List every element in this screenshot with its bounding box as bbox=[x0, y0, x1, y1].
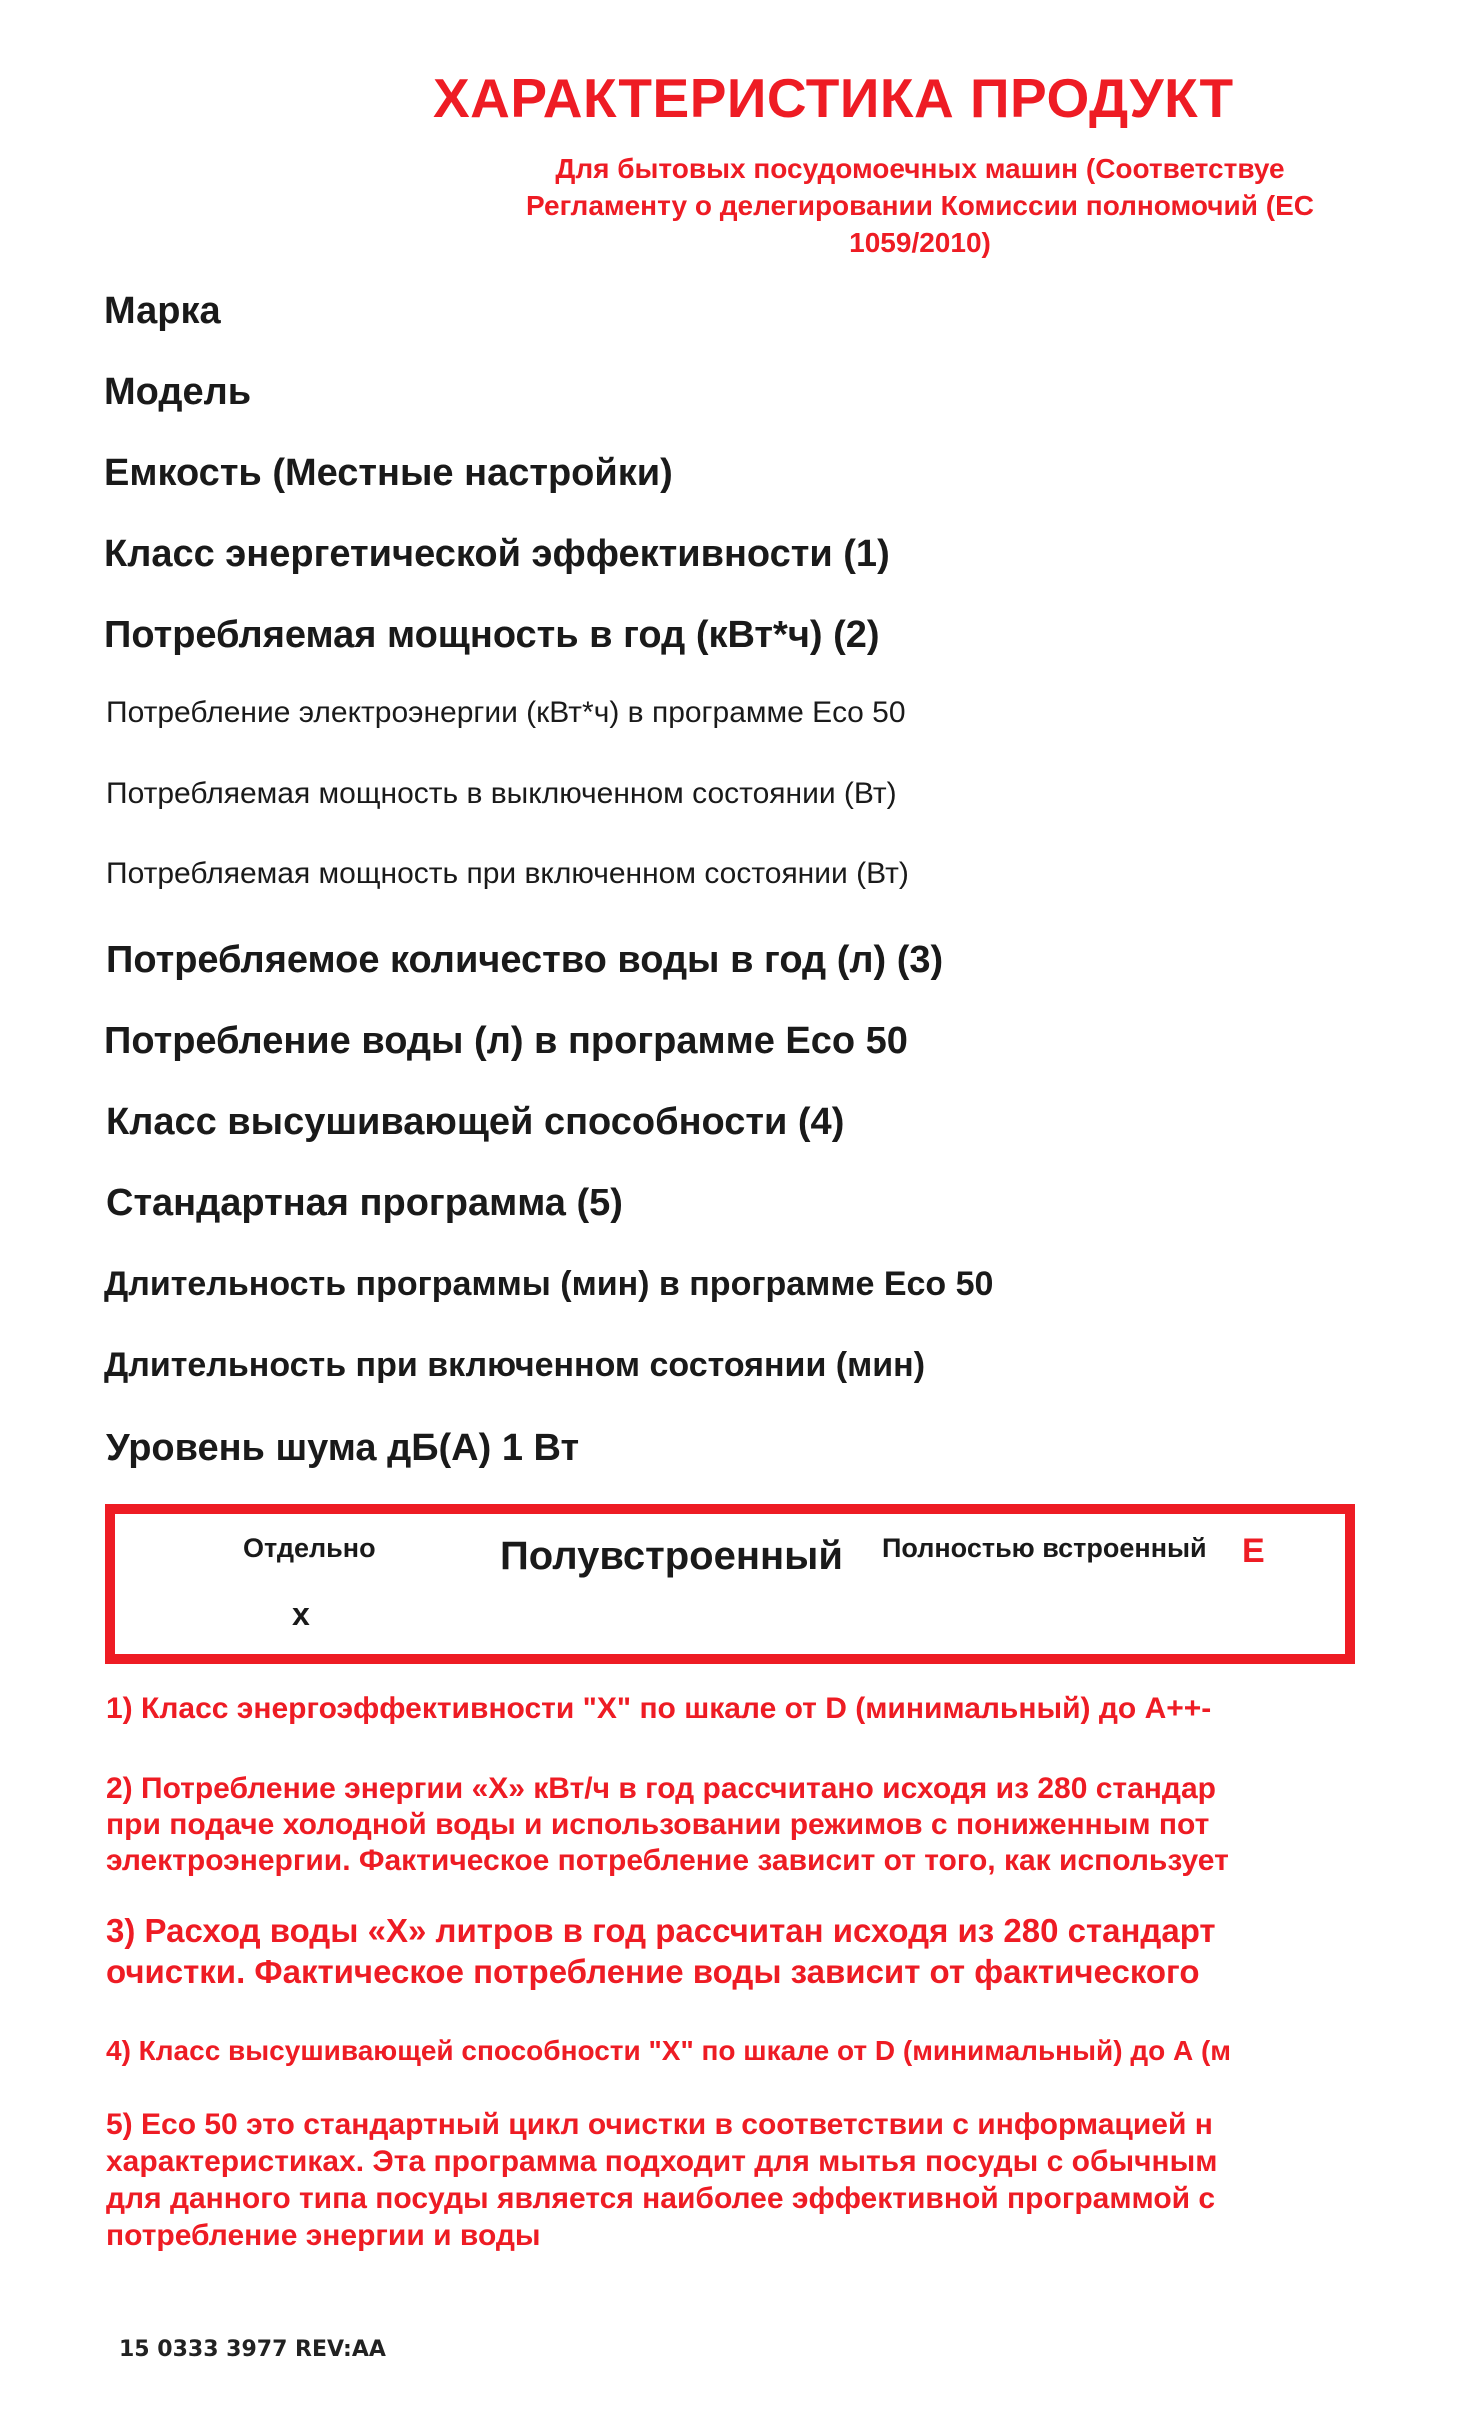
field-annual-water: Потребляемое количество воды в год (л) (3) bbox=[106, 939, 944, 981]
subtitle-line-1: Для бытовых посудомоечных машин (Соответствуе bbox=[555, 153, 1285, 184]
subtitle-line-3: 1059/2010) bbox=[849, 227, 991, 258]
page-subtitle bbox=[360, 150, 1480, 261]
field-off-mode-power: Потребляемая мощность в выключенном состоянии (Вт) bbox=[106, 777, 897, 810]
document-code: 15 0333 3977 REV:AA bbox=[119, 2337, 386, 2362]
footnote-4 bbox=[106, 2035, 1231, 2067]
footnote-2-line-3: электроэнергии. Фактическое потребление зависит от того, как использует bbox=[106, 1844, 1229, 1877]
footnote-5-line-1: 5) Eco 50 это стандартный цикл очистки в соответствии с информацией н bbox=[106, 2108, 1213, 2141]
footnote-5 bbox=[106, 2106, 1217, 2254]
field-standard-program: Стандартная программа (5) bbox=[106, 1182, 623, 1224]
footnote-2-line-2: при подаче холодной воды и использовании режимов с пониженным пот bbox=[106, 1808, 1210, 1841]
field-brand: Марка bbox=[104, 290, 221, 332]
footnote-5-line-3: для данного типа посуды является наиболее эффективной программой с bbox=[106, 2182, 1216, 2215]
semi-integrated-label: Полувстроенный bbox=[500, 1534, 843, 1578]
built-in-label-cut: Е bbox=[1242, 1532, 1265, 1570]
field-eco50-water: Потребление воды (л) в программе Eco 50 bbox=[104, 1020, 908, 1062]
field-drying-class: Класс высушивающей способности (4) bbox=[106, 1101, 845, 1143]
field-energy-class: Класс энергетической эффективности (1) bbox=[104, 533, 890, 575]
field-capacity: Емкость (Местные настройки) bbox=[104, 452, 673, 494]
subtitle-line-2: Регламенту о делегировании Комиссии полномочий (ЕС bbox=[526, 190, 1314, 221]
footnote-3 bbox=[106, 1910, 1216, 1992]
field-program-duration: Длительность программы (мин) в программе Eco 50 bbox=[104, 1265, 994, 1303]
field-left-on-duration: Длительность при включенном состоянии (мин) bbox=[104, 1346, 926, 1384]
footnote-3-line-2: очистки. Фактическое потребление воды зависит от фактического bbox=[106, 1953, 1200, 1990]
installation-type-box bbox=[105, 1504, 1355, 1664]
field-eco50-energy: Потребление электроэнергии (кВт*ч) в программе Eco 50 bbox=[106, 696, 906, 729]
field-noise-level: Уровень шума дБ(А) 1 Вт bbox=[106, 1427, 580, 1469]
field-left-on-power: Потребляемая мощность при включенном состоянии (Вт) bbox=[106, 857, 909, 890]
footnote-2-line-1: 2) Потребление энергии «X» кВт/ч в год рассчитано исходя из 280 стандар bbox=[106, 1772, 1216, 1805]
footnote-5-line-2: характеристиках. Эта программа подходит для мытья посуды с обычным bbox=[106, 2145, 1218, 2178]
footnote-5-line-4: потребление энергии и воды bbox=[106, 2219, 541, 2252]
freestanding-mark: x bbox=[292, 1596, 310, 1632]
field-annual-energy: Потребляемая мощность в год (кВт*ч) (2) bbox=[104, 614, 880, 656]
page-title: ХАРАКТЕРИСТИКА ПРОДУКТ bbox=[433, 67, 1234, 129]
freestanding-label: Отдельно bbox=[243, 1533, 376, 1563]
footnote-1-line: 1) Класс энергоэффективности "X" по шкале от D (минимальный) до А++- bbox=[106, 1692, 1212, 1725]
field-model: Модель bbox=[104, 371, 252, 413]
footnote-1 bbox=[106, 1692, 1211, 1726]
footnote-2 bbox=[106, 1771, 1229, 1879]
footnote-4-line: 4) Класс высушивающей способности "X" по шкале от D (минимальный) до А (м bbox=[106, 2035, 1232, 2066]
footnote-3-line-1: 3) Расход воды «X» литров в год рассчитан исходя из 280 стандарт bbox=[106, 1912, 1216, 1949]
fully-integrated-label: Полностью встроенный bbox=[882, 1533, 1207, 1563]
